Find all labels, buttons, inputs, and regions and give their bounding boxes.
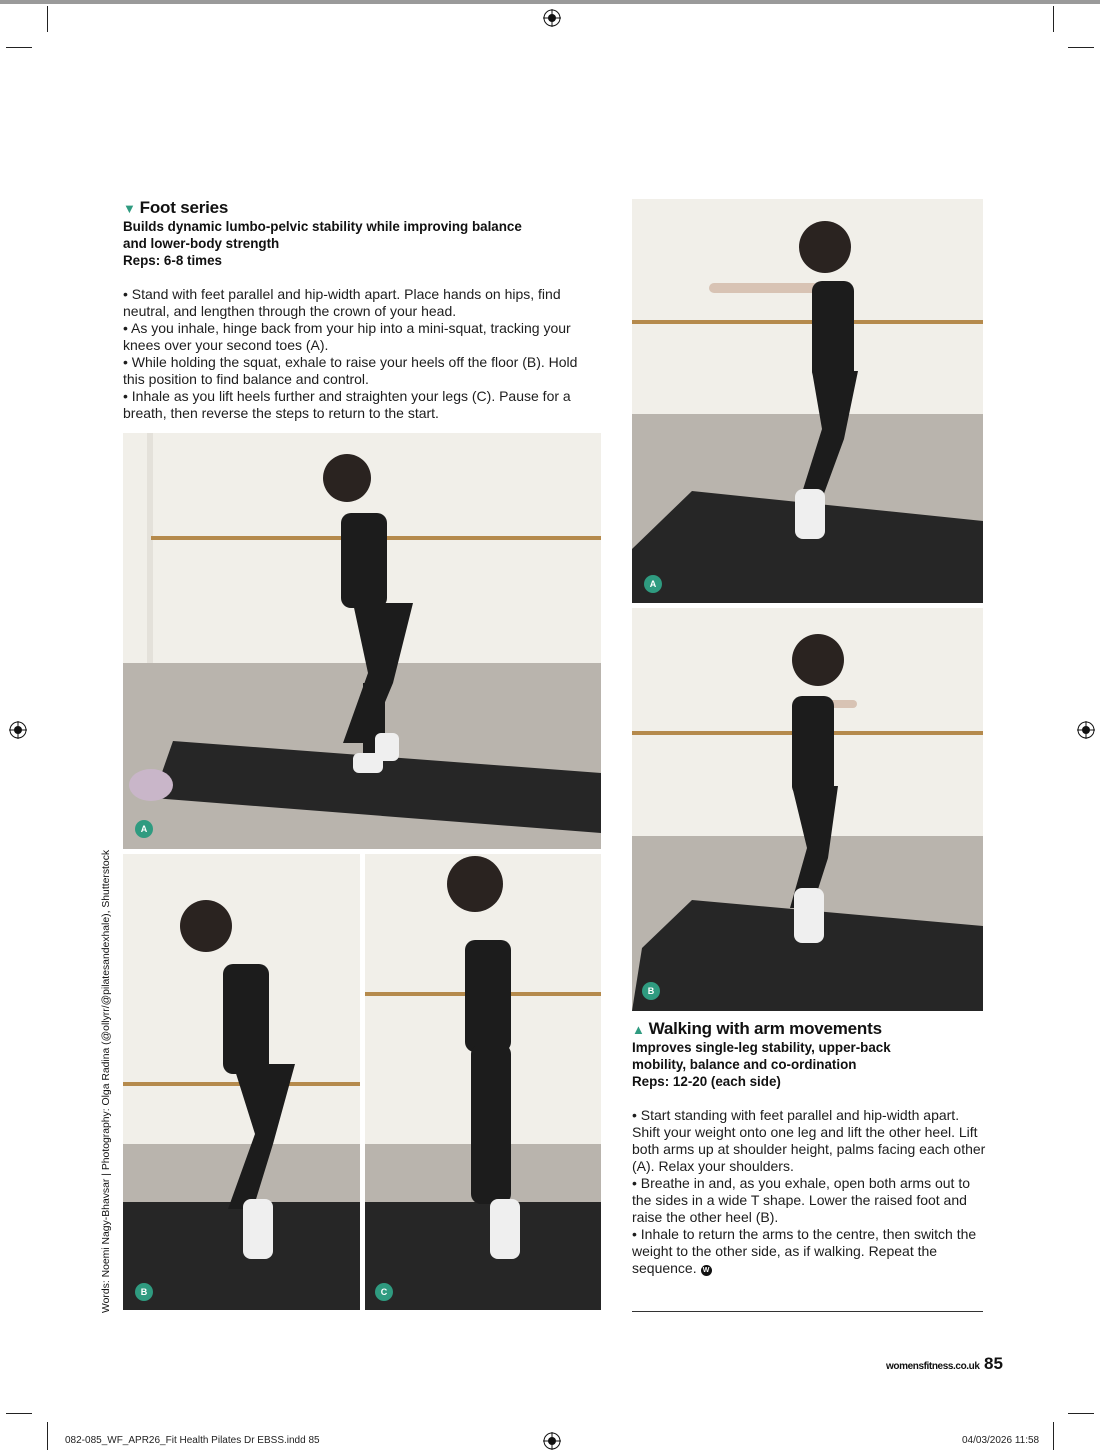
walking-photo-a (632, 199, 983, 603)
photo-label-badge: B (642, 982, 660, 1000)
foot-series-section (123, 198, 593, 422)
walking-section (632, 1019, 987, 1277)
foot-series-subtitle (123, 218, 593, 269)
walking-step: • Start standing with feet parallel and hip-width apart. Shift your weight onto one leg and lift the other heel. Lift both arms up at shoulder height, palms facing each other (A). Relax your shoulders. (632, 1107, 986, 1174)
photo-label-badge: B (135, 1283, 153, 1301)
registration-mark-icon (543, 9, 561, 27)
walking-step: • Inhale to return the arms to the centre, then switch the weight to the other side, as if walking. Repeat the sequence. (632, 1226, 977, 1276)
foot-series-step: • Inhale as you lift heels further and straighten your legs (C). Pause for a breath, then reverse the steps to return to the start. (123, 388, 571, 421)
foot-series-subtitle-line: Builds dynamic lumbo-pelvic stability while improving balance (123, 219, 522, 234)
foot-series-heading (123, 198, 593, 218)
foot-series-step: • As you inhale, hinge back from your hip into a mini-squat, tracking your knees over your second toes (A). (123, 320, 571, 353)
photo-label-badge: A (644, 575, 662, 593)
walking-subtitle (632, 1039, 987, 1090)
walking-photo-b (632, 608, 983, 1011)
photo-credit: Words: Noemi Nagy-Bhavsar | Photography: Olga Radina (@ollyrr/@pilatesandexhale), Shutterstock (101, 849, 112, 1313)
triangle-up-icon: ▲ (632, 1022, 645, 1037)
crop-mark (6, 47, 32, 48)
slug-filename: 082-085_WF_APR26_Fit Health Pilates Dr EBSS.indd 85 (65, 1435, 320, 1446)
footer-url[interactable]: womensfitness.co.uk (886, 1361, 980, 1372)
crop-mark (1068, 47, 1094, 48)
triangle-down-icon: ▼ (123, 201, 136, 216)
end-mark-icon: W (701, 1265, 712, 1276)
foot-series-reps: Reps: 6-8 times (123, 253, 222, 268)
walking-heading (632, 1019, 987, 1039)
photo-label-badge: C (375, 1283, 393, 1301)
foot-series-step: • Stand with feet parallel and hip-width apart. Place hands on hips, find neutral, and lengthen through the crown of your head. (123, 286, 561, 319)
page-top-edge (0, 0, 1100, 4)
walking-reps: Reps: 12-20 (each side) (632, 1074, 781, 1089)
registration-mark-icon (1077, 721, 1095, 739)
page-number: 85 (984, 1354, 1003, 1373)
walking-subtitle-line: mobility, balance and co-ordination (632, 1057, 857, 1072)
walking-subtitle-line: Improves single-leg stability, upper-back (632, 1040, 891, 1055)
walking-title: Walking with arm movements (648, 1019, 882, 1038)
registration-mark-icon (9, 721, 27, 739)
crop-mark (47, 1422, 48, 1450)
walking-steps (632, 1107, 987, 1277)
foot-series-step: • While holding the squat, exhale to raise your heels off the floor (B). Hold this position to find balance and control. (123, 354, 578, 387)
crop-mark (1053, 6, 1054, 32)
slug-date: 04/03/2026 11:58 (962, 1435, 1040, 1446)
crop-mark (1053, 1422, 1054, 1450)
walking-step: • Breathe in and, as you exhale, open both arms out to the sides in a wide T shape. Lower the raised foot and raise the other heel (B). (632, 1175, 971, 1225)
crop-mark (1068, 1413, 1094, 1414)
foot-series-subtitle-line: and lower-body strength (123, 236, 280, 251)
crop-mark (6, 1413, 32, 1414)
registration-mark-icon (543, 1432, 561, 1450)
foot-series-photo-a (123, 433, 601, 849)
foot-series-steps (123, 286, 593, 422)
page-footer (886, 1354, 1003, 1374)
foot-series-photo-c (365, 854, 601, 1310)
foot-series-photo-b (123, 854, 360, 1310)
crop-mark (47, 6, 48, 32)
section-divider (632, 1311, 983, 1312)
foot-series-title: Foot series (139, 198, 229, 217)
photo-label-badge: A (135, 820, 153, 838)
